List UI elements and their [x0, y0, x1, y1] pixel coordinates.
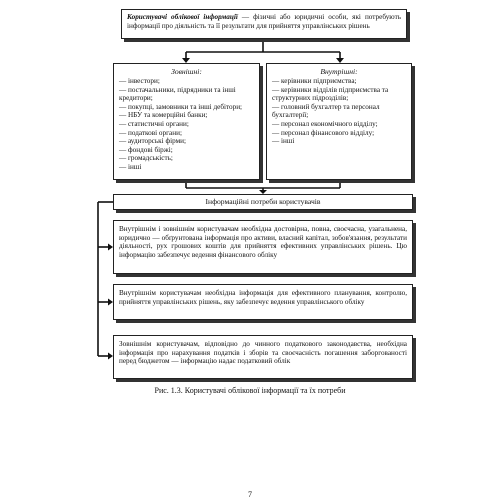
internal-user-item: — інші: [272, 137, 295, 146]
internal-user-item: — керівники підприємства;: [272, 77, 357, 85]
external-users-box: [113, 63, 260, 180]
external-user-item: — НБУ та комерційні банки;: [119, 111, 208, 120]
internal-user-item: — персонал економічного відділу;: [272, 119, 378, 128]
internal-users-box: [266, 63, 412, 180]
external-user-item: — інвестори;: [119, 77, 160, 85]
need-tax-accounting-text: Зовнішнім користувачам, відповідно до чинного податкового законодавства, необхідна інформація про нарахування податків і зборів та своєчасність погашення заборгованості перед бюджетом — інформацію надає податковий облік: [119, 340, 407, 366]
need-tax-accounting-box: [113, 335, 413, 379]
internal-users-title: Внутрішні:: [320, 67, 358, 76]
external-user-item: — громадськість;: [119, 154, 173, 163]
need-financial-accounting-box: [113, 220, 413, 274]
external-user-item: — аудиторські фірми;: [119, 137, 186, 146]
internal-user-item: — головний бухгалтер та персонал бухгалтерії;: [272, 102, 380, 120]
definition-text: — фізичні або юридичні особи, які потребують інформації про діяльність та її результати для прийняття управлінських рішень: [127, 13, 401, 30]
internal-user-item: — керівники відділів підприємства та структурних підрозділів;: [272, 85, 389, 103]
external-user-item: — фондові біржі;: [119, 145, 173, 154]
definition-term: Користувачі облікової інформації: [127, 13, 238, 21]
external-user-item: — статистичні органи;: [119, 119, 189, 128]
external-user-item: — інші: [119, 162, 142, 171]
definition-box: [121, 9, 407, 39]
external-user-item: — постачальники, підрядники та інші кредитори;: [119, 85, 236, 103]
page-number: 7: [248, 490, 252, 499]
info-needs-box: [113, 194, 413, 210]
need-management-accounting-box: [113, 284, 413, 320]
external-users-title: Зовнішні:: [171, 67, 202, 76]
info-needs-title: Інформаційні потреби користувачів: [205, 197, 321, 206]
need-financial-accounting-text: Внутрішнім і зовнішнім користувачам необхідна достовірна, повна, своєчасна, узагальнена, юридично — обґрунтована інформація про активи, власний капітал, зобов'язання, результати діяльності, рух грошових коштів для прийняття ефективних управлінських рішень. Цю інформацію забезпечує ведення фінансового обліку: [119, 225, 407, 259]
external-user-item: — покупці, замовники та інші дебітори;: [119, 102, 243, 111]
figure-caption: Рис. 1.3. Користувачі облікової інформації та їх потреби: [154, 386, 346, 395]
need-management-accounting-text: Внутрішнім користувачам необхідна інформація для ефективного планування, контролю, прийняття управлінських рішень, яку забезпечує ведення управлінського обліку: [119, 289, 407, 306]
internal-user-item: — персонал фінансового відділу;: [272, 128, 375, 137]
external-user-item: — податкові органи;: [119, 128, 182, 137]
